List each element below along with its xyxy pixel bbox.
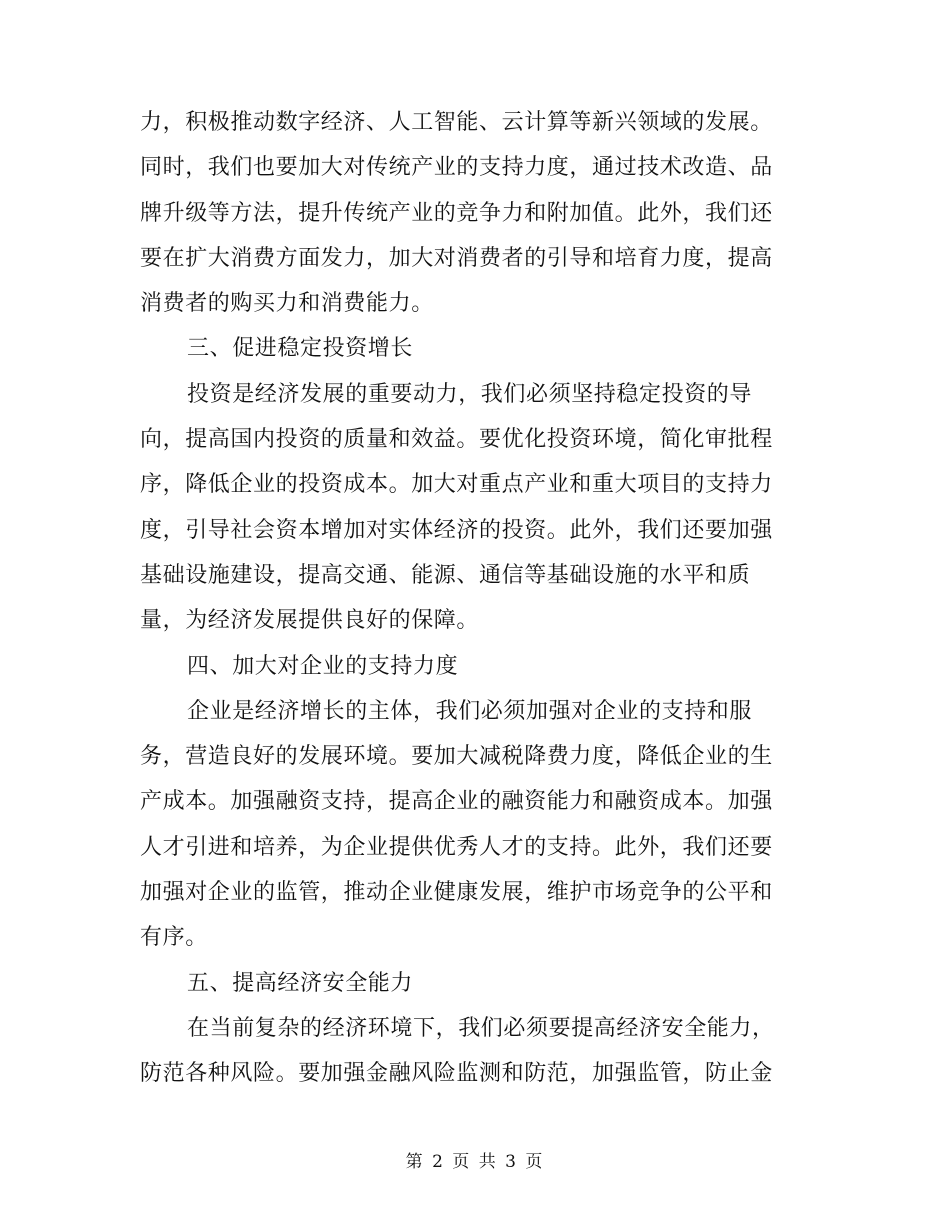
paragraph-line: 务，营造良好的发展环境。要加大减税降费力度，降低企业的生: [140, 744, 773, 770]
paragraph-line: 企业是经济增长的主体，我们必须加强对企业的支持和服: [187, 698, 753, 724]
paragraph-line: 防范各种风险。要加强金融风险监测和防范，加强监管，防止金: [140, 1061, 773, 1087]
paragraph-line: 产成本。加强融资支持，提高企业的融资能力和融资成本。加强: [140, 789, 773, 815]
paragraph-line: 序，降低企业的投资成本。加大对重点产业和重大项目的支持力: [140, 472, 773, 498]
paragraph-line: 同时，我们也要加大对传统产业的支持力度，通过技术改造、品: [140, 155, 773, 181]
paragraph-line: 有序。: [140, 925, 208, 951]
paragraph-line: 在当前复杂的经济环境下，我们必须要提高经济安全能力，: [187, 1015, 775, 1041]
paragraph-line: 要在扩大消费方面发力，加大对消费者的引导和培育力度，提高: [140, 245, 773, 271]
paragraph-line: 人才引进和培养，为企业提供优秀人才的支持。此外，我们还要: [140, 834, 773, 860]
section-heading: 五、提高经济安全能力: [187, 970, 414, 996]
section-heading: 四、加大对企业的支持力度: [187, 653, 459, 679]
paragraph-line: 加强对企业的监管，推动企业健康发展，维护市场竞争的公平和: [140, 880, 773, 906]
paragraph-line: 牌升级等方法，提升传统产业的竞争力和附加值。此外，我们还: [140, 200, 773, 226]
paragraph-line: 力，积极推动数字经济、人工智能、云计算等新兴领域的发展。: [140, 110, 773, 135]
section-heading: 三、促进稳定投资增长: [187, 336, 414, 362]
paragraph-line: 量，为经济发展提供良好的保障。: [140, 608, 480, 634]
document-body: [140, 100, 800, 1097]
paragraph-line: 消费者的购买力和消费能力。: [140, 291, 434, 317]
paragraph-line: 基础设施建设，提高交通、能源、通信等基础设施的水平和质: [140, 562, 751, 588]
paragraph-line: 投资是经济发展的重要动力，我们必须坚持稳定投资的导: [187, 381, 753, 407]
paragraph-line: 向，提高国内投资的质量和效益。要优化投资环境，简化审批程: [140, 427, 773, 453]
paragraph-line: 度，引导社会资本增加对实体经济的投资。此外，我们还要加强: [140, 517, 773, 543]
page-number-footer: 第 2 页 共 3 页: [405, 1152, 545, 1172]
